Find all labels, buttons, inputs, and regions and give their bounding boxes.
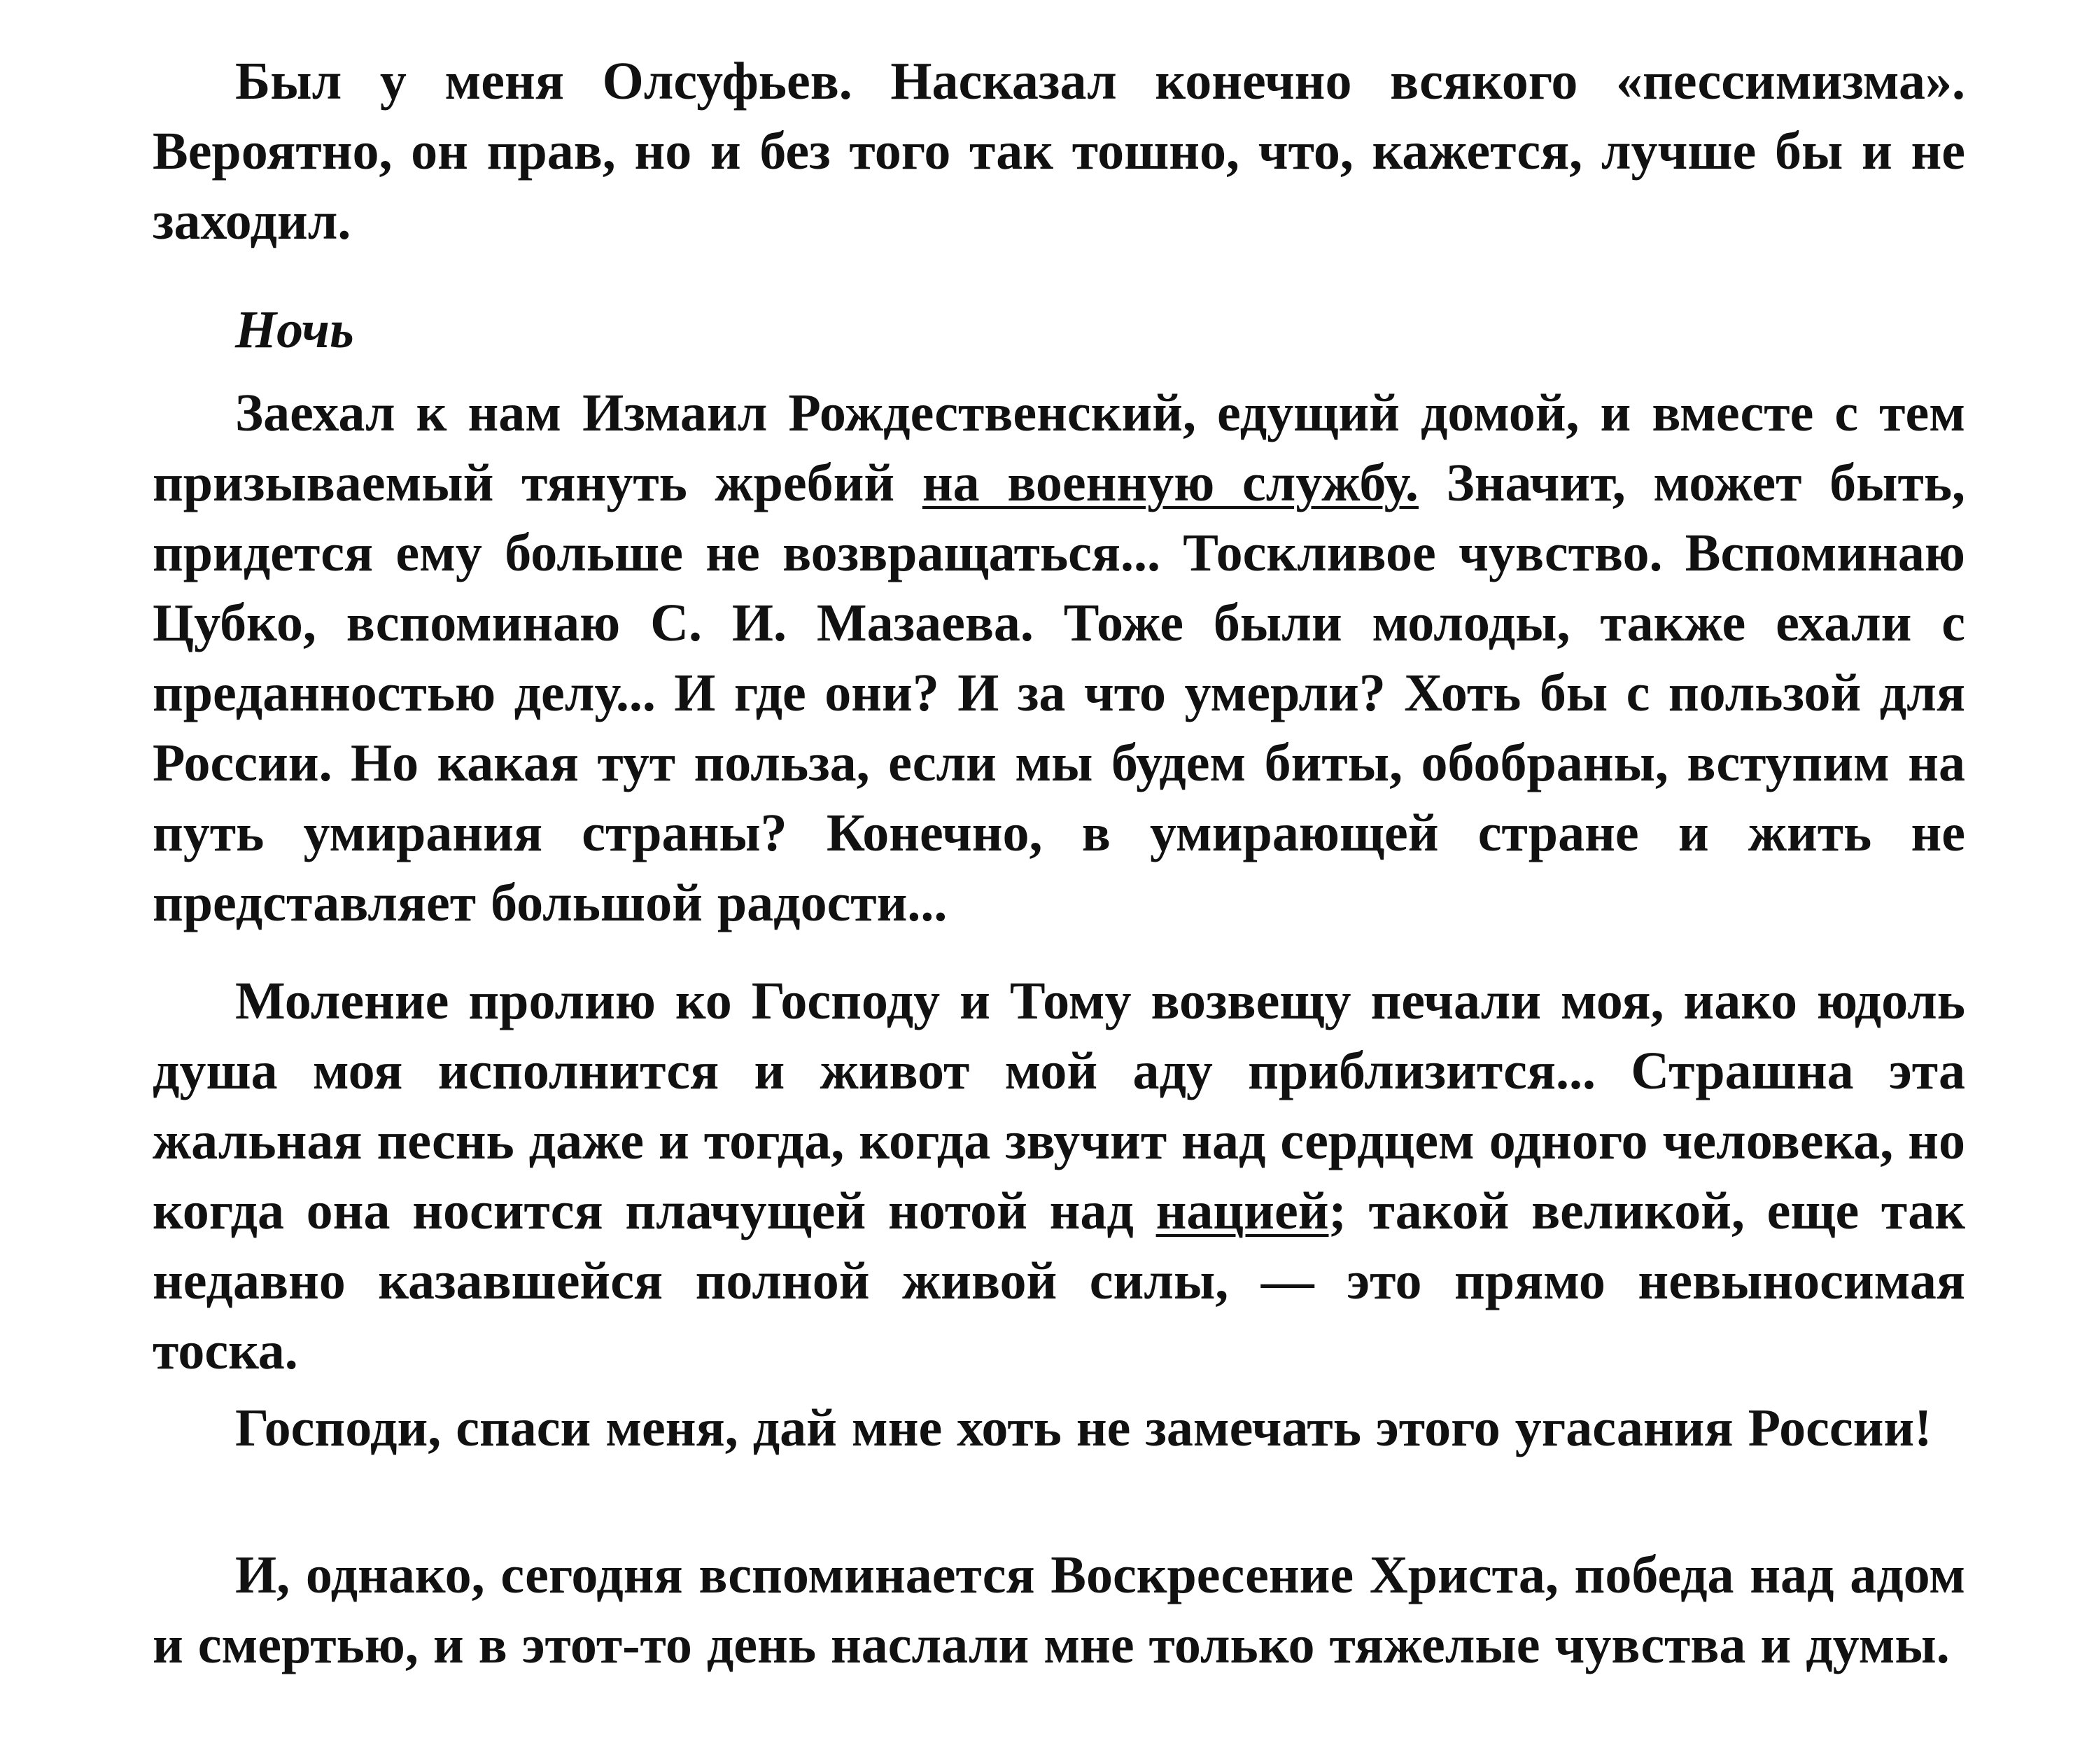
paragraph-rozhdestvensky bbox=[153, 378, 1965, 938]
underlined-phrase: на военную службу. bbox=[922, 454, 1419, 512]
paragraph-text: И, однако, сегодня вспоминается Воскресение Христа, победа над адом и смертью, и в этот-то день наслали мне только тяжелые чувства и думы. bbox=[153, 1546, 1965, 1674]
paragraph-text: Господи, спаси меня, дай мне хоть не замечать этого угасания России! bbox=[235, 1399, 1932, 1457]
underlined-phrase: нацией bbox=[1155, 1182, 1329, 1240]
section-heading-night bbox=[153, 295, 1965, 365]
paragraph-prayer bbox=[153, 966, 1965, 1386]
text-segment: ; такой великой, еще так недавно казавшейся полной живой силы, — это прямо невыносимая тоска. bbox=[153, 1182, 1965, 1380]
paragraph-text bbox=[153, 966, 1965, 1386]
paragraph-resurrection bbox=[153, 1540, 1965, 1680]
text-segment: Значит, может быть, придется ему больше не возвращаться... Тоскливое чувство. Вспоминаю Цубко, вспоминаю С. И. Мазаева. Тоже были молоды, также ехали с преданностью делу... И где они? И за что умерли? Хоть бы с пользой для России. Но какая тут польза, если мы будем биты, обобраны, вступим на путь умирания страны? Конечно, в умирающей стране и жить не представляет большой радости... bbox=[153, 454, 1966, 932]
paragraph-lord-save-me bbox=[153, 1393, 1965, 1463]
paragraph-text bbox=[153, 378, 1965, 938]
paragraph-text: Был у меня Олсуфьев. Насказал конечно всякого «пессимизма». Вероятно, он прав, но и без того так тошно, что, кажется, лучше бы и не заходил. bbox=[153, 52, 1965, 251]
text-segment: Заехал к нам Измаил Рождественский, едущий домой, и вместе с тем призываемый тянуть жребий bbox=[153, 384, 1965, 512]
heading-text: Ночь bbox=[235, 300, 354, 359]
paragraph-olsufyev bbox=[153, 46, 1965, 256]
text-segment: Моление пролию ко Господу и Тому возвещу печали моя, иако юдоль душа моя исполнится и живот мой аду приблизится... Страшна эта жальная песнь даже и тогда, когда звучит над сердцем одного человека, но когда она носится плачущей нотой над bbox=[153, 972, 1966, 1240]
